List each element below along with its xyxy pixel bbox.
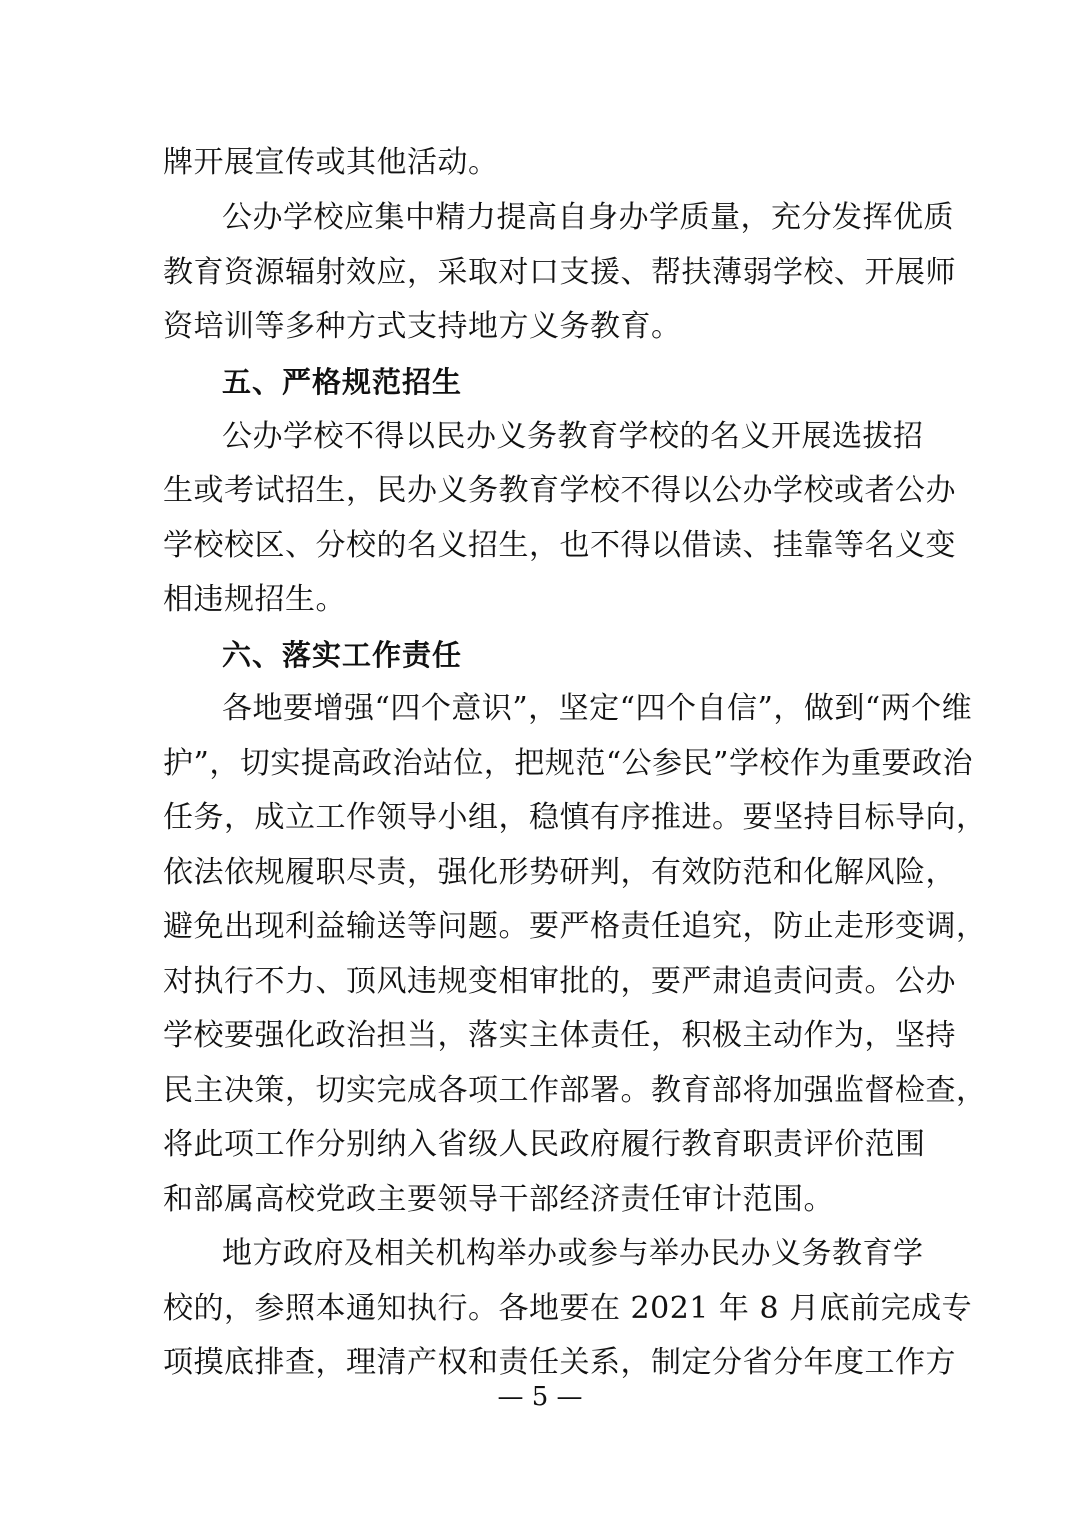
- paragraph-line: 公办学校应集中精力提高自身办学质量，充分发挥优质: [222, 200, 954, 235]
- paragraph-line: 对执行不力、顶风违规变相审批的，要严肃追责问责。公办: [163, 964, 956, 999]
- paragraph-line: 依法依规履职尽责，强化形势研判，有效防范和化解风险，: [163, 855, 956, 890]
- paragraph-line: 各地要增强“四个意识”，坚定“四个自信”，做到“两个维: [222, 691, 973, 726]
- paragraph-line: 和部属高校党政主要领导干部经济责任审计范围。: [163, 1182, 834, 1217]
- paragraph-line: 民主决策，切实完成各项工作部署。教育部将加强监督检查，: [163, 1073, 987, 1108]
- paragraph-line: 相违规招生。: [163, 582, 346, 617]
- paragraph-line: 避免出现利益输送等问题。要严格责任追究，防止走形变调，: [163, 909, 987, 944]
- paragraph-line: 资培训等多种方式支持地方义务教育。: [163, 309, 682, 344]
- paragraph-line: 护”，切实提高政治站位，把规范“公参民”学校作为重要政治: [163, 746, 974, 781]
- paragraph-line: 生或考试招生，民办义务教育学校不得以公办学校或者公办: [163, 473, 956, 508]
- paragraph-line: 牌开展宣传或其他活动。: [163, 145, 499, 180]
- paragraph-line: 项摸底排查，理清产权和责任关系，制定分省分年度工作方: [163, 1345, 956, 1380]
- paragraph-line: 教育资源辐射效应，采取对口支援、帮扶薄弱学校、开展师: [163, 255, 956, 290]
- paragraph-line: 地方政府及相关机构举办或参与举办民办义务教育学: [222, 1236, 924, 1271]
- paragraph-line: 校的，参照本通知执行。各地要在 2021 年 8 月底前完成专: [163, 1291, 973, 1326]
- paragraph-line: 公办学校不得以民办义务教育学校的名义开展选拔招: [222, 419, 924, 454]
- paragraph-line: 任务，成立工作领导小组，稳慎有序推进。要坚持目标导向，: [163, 800, 987, 835]
- section-heading: 五、严格规范招生: [222, 365, 463, 399]
- paragraph-line: 学校要强化政治担当，落实主体责任，积极主动作为，坚持: [163, 1018, 956, 1053]
- section-heading: 六、落实工作责任: [222, 638, 463, 672]
- page-number: — 5 —: [497, 1382, 583, 1412]
- paragraph-line: 将此项工作分别纳入省级人民政府履行教育职责评价范围: [163, 1127, 926, 1162]
- paragraph-line: 学校校区、分校的名义招生，也不得以借读、挂靠等名义变: [163, 528, 956, 563]
